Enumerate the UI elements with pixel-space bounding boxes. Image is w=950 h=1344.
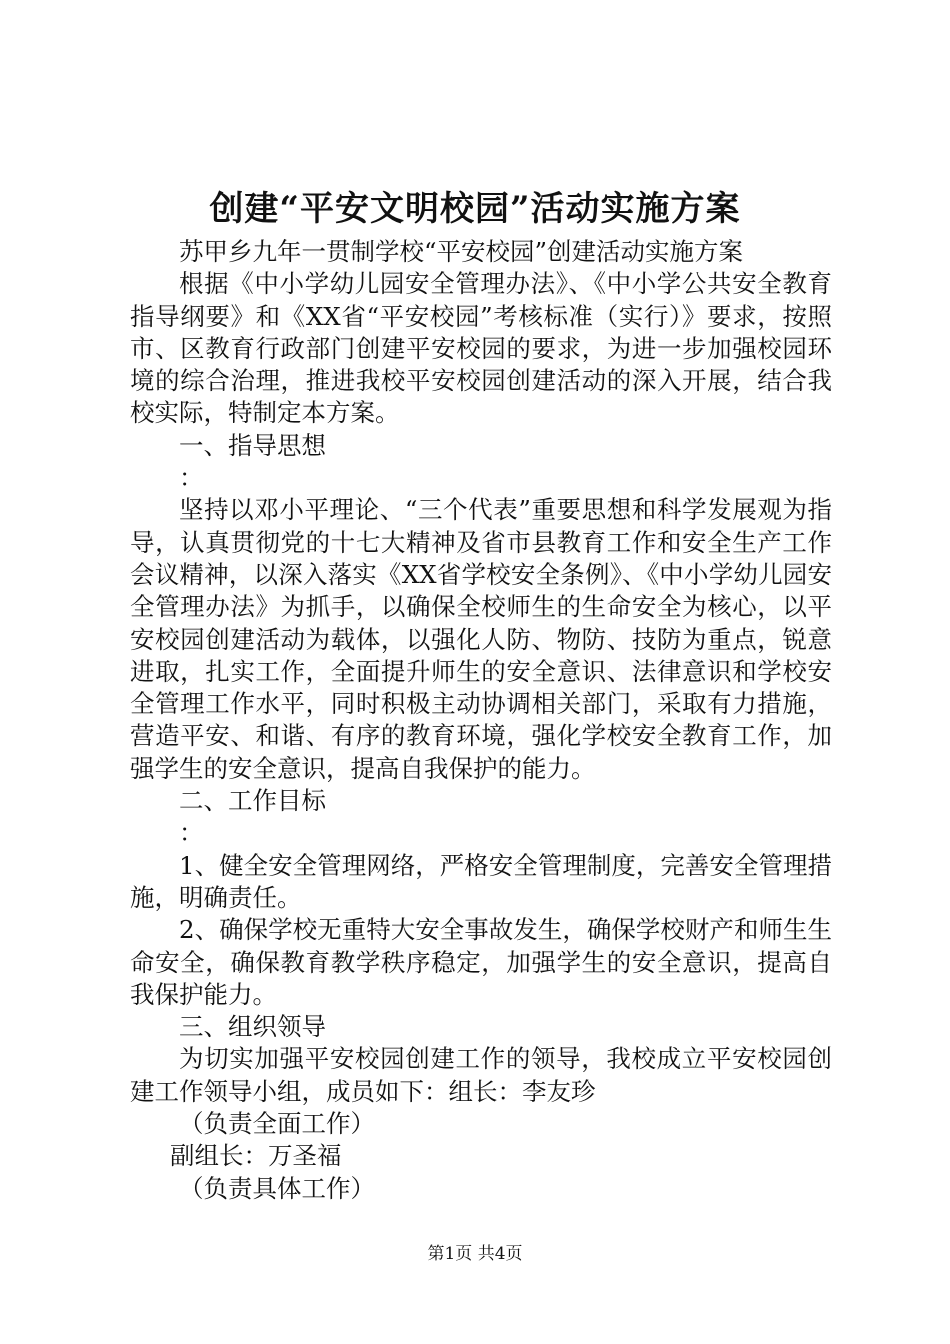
colon-mark: ： xyxy=(179,818,204,848)
paragraph-guiding-ideology: 坚持以邓小平理论、“三个代表”重要思想和科学发展观为指导，认真贯彻党的十七大精神及省市县教育工作和安全生产工作会议精神，以深入落实《XX省学校安全条例》、《中小学幼儿园安全管理办法》为抓手，以确保全校师生的生命安全为核心，以平安校园创建活动为载体，以强化人防、物防、技防为重点，锐意进取，扎实工作，全面提升师生的安全意识、法律意识和学校安全管理工作水平，同时积极主动协调相关部门，采取有力措施，营造平安、和谐、有序的教育环境，强化学校安全教育工作，加强学生的安全意识，提高自我保护的能力。 xyxy=(130,495,832,783)
goal-item-2: 2、确保学校无重特大安全事故发生，确保学校财产和师生生命安全，确保教育教学秩序稳定，加强学生的安全意识，提高自我保护能力。 xyxy=(130,915,832,1009)
goal-item-1: 1、健全安全管理网络，严格安全管理制度，完善安全管理措施，明确责任。 xyxy=(130,850,832,912)
role-note-deputy: （负责具体工作） xyxy=(179,1173,375,1203)
role-note-leader: （负责全面工作） xyxy=(179,1109,375,1139)
paragraph-leadership: 为切实加强平安校园创建工作的领导，我校成立平安校园创建工作领导小组，成员如下：组长：李友珍 xyxy=(130,1044,832,1106)
deputy-leader-line: 副组长：万圣福 xyxy=(170,1141,342,1171)
page-footer: 第1页 共4页 xyxy=(427,1244,523,1264)
section-heading-work-goals: 二、工作目标 xyxy=(179,786,326,816)
section-heading-leadership: 三、组织领导 xyxy=(179,1012,326,1042)
document-title: 创建“平安文明校园”活动实施方案 xyxy=(209,189,741,229)
document-body xyxy=(130,236,832,1205)
paragraph-subtitle: 苏甲乡九年一贯制学校“平安校园”创建活动实施方案 xyxy=(179,237,744,266)
colon-mark: ： xyxy=(179,463,204,493)
paragraph-intro: 根据《中小学幼儿园安全管理办法》、《中小学公共安全教育指导纲要》和《XX省“平安校园”考核标准（实行）》要求，按照市、区教育行政部门创建平安校园的要求，为进一步加强校园环境的综合治理，推进我校平安校园创建活动的深入开展，结合我校实际，特制定本方案。 xyxy=(130,269,832,428)
section-heading-guiding-ideology: 一、指导思想 xyxy=(179,430,326,460)
